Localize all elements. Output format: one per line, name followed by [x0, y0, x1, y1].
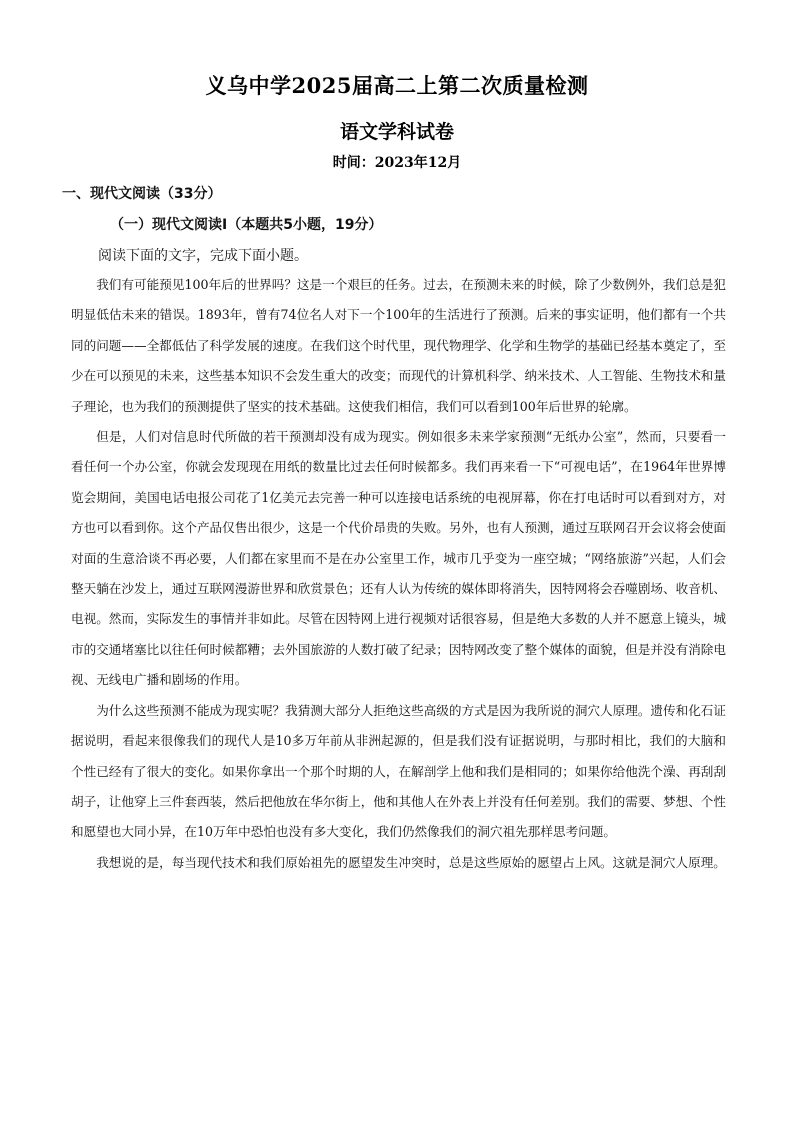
reading-passage [71, 270, 726, 878]
exam-title: 义乌中学2025届高二上第二次质量检测 [205, 73, 589, 98]
subsection-heading: （一）现代文阅读Ⅰ（本题共5小题，19分） [110, 217, 383, 233]
passage-paragraph: 我们有可能预见100年后的世界吗？这是一个艰巨的任务。过去，在预测未来的时候，除了少数例外，我们总是犯明显低估未来的错误。1893年，曾有74位名人对下一个100年的生活进行了预测。后来的事实证明，他们都有一个共同的问题——全都低估了科学发展的速度。在我们这个时代里，现代物理学、化学和生物学的基础已经基本奠定了，至少在可以预见的未来，这些基本知识不会发生重大的改变；而现代的计算机科学、纳米技术、人工智能、生物技术和量子理论，也为我们的预测提供了坚实的技术基础。这使我们相信，我们可以看到100年后世界的轮廓。 [71, 277, 726, 414]
passage-paragraph: 但是，人们对信息时代所做的若干预测却没有成为现实。例如很多未来学家预测“无纸办公室”，然而，只要看一看任何一个办公室，你就会发现现在用纸的数量比过去任何时候都多。我们再来看一下“可视电话”，在1964年世界博览会期间，美国电话电报公司花了1亿美元去完善一种可以连接电话系统的电视屏幕，你在打电话时可以看到对方，对方也可以看到你。这个产品仅售出很少，这是一个代价昂贵的失败。另外，也有人预测，通过互联网召开会议将会使面对面的生意洽谈不再必要，人们都在家里而不是在办公室里工作，城市几乎变为一座空城；“网络旅游”兴起，人们会整天躺在沙发上，通过互联网漫游世界和欣赏景色；还有人认为传统的媒体即将消失，因特网将会吞噬剧场、收音机、电视。然而，实际发生的事情并非如此。尽管在因特网上进行视频对话很容易，但是绝大多数的人并不愿意上镜头，城市的交通堵塞比以往任何时候都糟；去外国旅游的人数打破了纪录；因特网改变了整个媒体的面貌，但是并没有消除电视、无线电广播和剧场的作用。 [71, 429, 726, 688]
section-heading: 一、现代文阅读（33分） [62, 186, 222, 202]
passage-paragraph: 我想说的是，每当现代技术和我们原始祖先的愿望发生冲突时，总是这些原始的愿望占上风。这就是洞穴人原理。 [96, 854, 726, 870]
exam-date: 时间：2023年12月 [332, 155, 462, 171]
exam-subject: 语文学科试卷 [339, 121, 454, 143]
passage-paragraph: 为什么这些预测不能成为现实呢？我猜测大部分人拒绝这些高级的方式是因为我所说的洞穴人原理。遗传和化石证据说明，看起来很像我们的现代人是10多万年前从非洲起源的，但是我们没有证据说明，与那时相比，我们的大脑和个性已经有了很大的变化。如果你拿出一个那个时期的人，在解剖学上他和我们是相同的；如果你给他洗个澡、再刮刮胡子，让他穿上三件套西装，然后把他放在华尔街上，他和其他人在外表上并没有任何差别。我们的需要、梦想、个性和愿望也大同小异，在10万年中恐怕也没有多大变化，我们仍然像我们的洞穴祖先那样思考问题。 [71, 702, 726, 840]
reading-instruction: 阅读下面的文字，完成下面小题。 [98, 248, 308, 264]
